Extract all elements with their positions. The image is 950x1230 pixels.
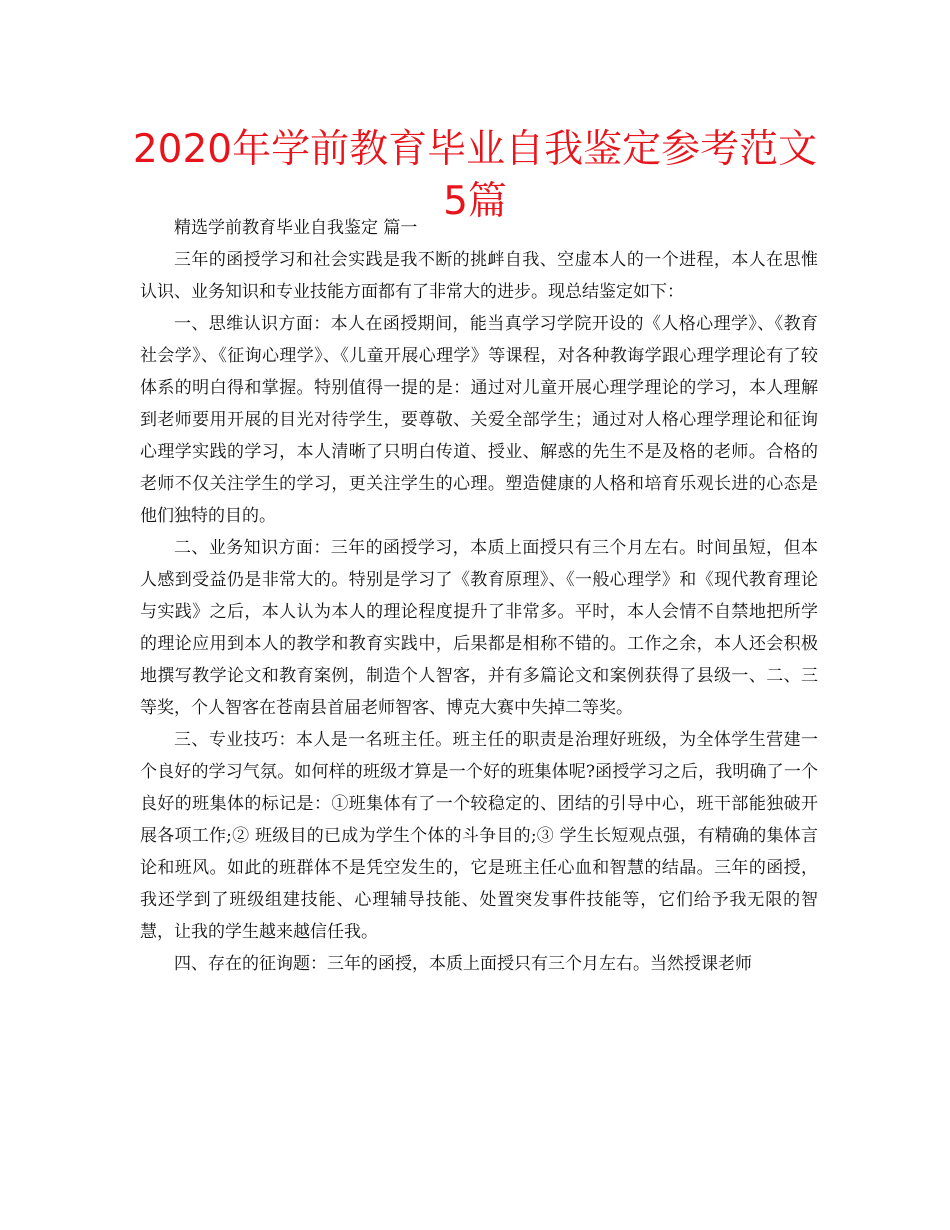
- section-subtitle: 精选学前教育毕业自我鉴定 篇一: [174, 218, 418, 238]
- paragraph-intro: 三年的函授学习和社会实践是我不断的挑衅自我、空虚本人的一个进程，本人在思惟认识、业务知识和专业技能方面都有了非常大的进步。现总结鉴定如下：: [140, 250, 818, 302]
- paragraph-professional-skills: 三、专业技巧：本人是一名班主任。班主任的职责是治理好班级，为全体学生营建一个良好的学习气氛。如何样的班级才算是一个好的班集体呢?函授学习之后，我明确了一个良好的班集体的标记是：①班集体有了一个较稳定的、团结的引导中心，班干部能独破开展各项工作;② 班级目的已成为学生个体的斗争目的;③ 学生长短观点强，有精确的集体言论和班风。如此的班群体不是凭空发生的，它是班主任心血和智慧的结晶。三年的函授，我还学到了班级组建技能、心理辅导技能、处置突发事件技能等，它们给予我无限的智慧，让我的学生越来越信任我。: [140, 730, 818, 942]
- document-title: 2020年学前教育毕业自我鉴定参考范文5篇: [132, 127, 818, 224]
- paragraph-business-knowledge: 二、业务知识方面：三年的函授学习，本质上面授只有三个月左右。时间虽短，但本人感到受益仍是非常大的。特别是学习了《教育原理》、《一般心理学》和《现代教育理论与实践》之后，本人认为本人的理论程度提升了非常多。平时，本人会情不自禁地把所学的理论应用到本人的教学和教育实践中，后果都是相称不错的。工作之余，本人还会积极地撰写教学论文和教育案例，制造个人智客，并有多篇论文和案例获得了县级一、二、三等奖，个人智客在苍南县首届老师智客、博克大赛中失掉二等奖。: [140, 538, 818, 718]
- document-body: [140, 212, 818, 980]
- paragraph-ideology: 一、思维认识方面：本人在函授期间，能当真学习学院开设的《人格心理学》、《教育社会学》、《征询心理学》、《儿童开展心理学》等课程，对各种教诲学跟心理学理论有了较体系的明白得和掌握。特别值得一提的是：通过对儿童开展心理学理论的学习，本人理解到老师要用开展的目光对待学生，要尊敬、关爱全部学生；通过对人格心理学理论和征询心理学实践的学习，本人清晰了只明白传道、授业、解惑的先生不是及格的老师。合格的老师不仅关注学生的学习，更关注学生的心理。塑造健康的人格和培育乐观长进的心态是他们独特的目的。: [140, 314, 818, 526]
- paragraph-existing-problems: 四、存在的征询题：三年的函授，本质上面授只有三个月左右。当然授课老师: [174, 954, 752, 974]
